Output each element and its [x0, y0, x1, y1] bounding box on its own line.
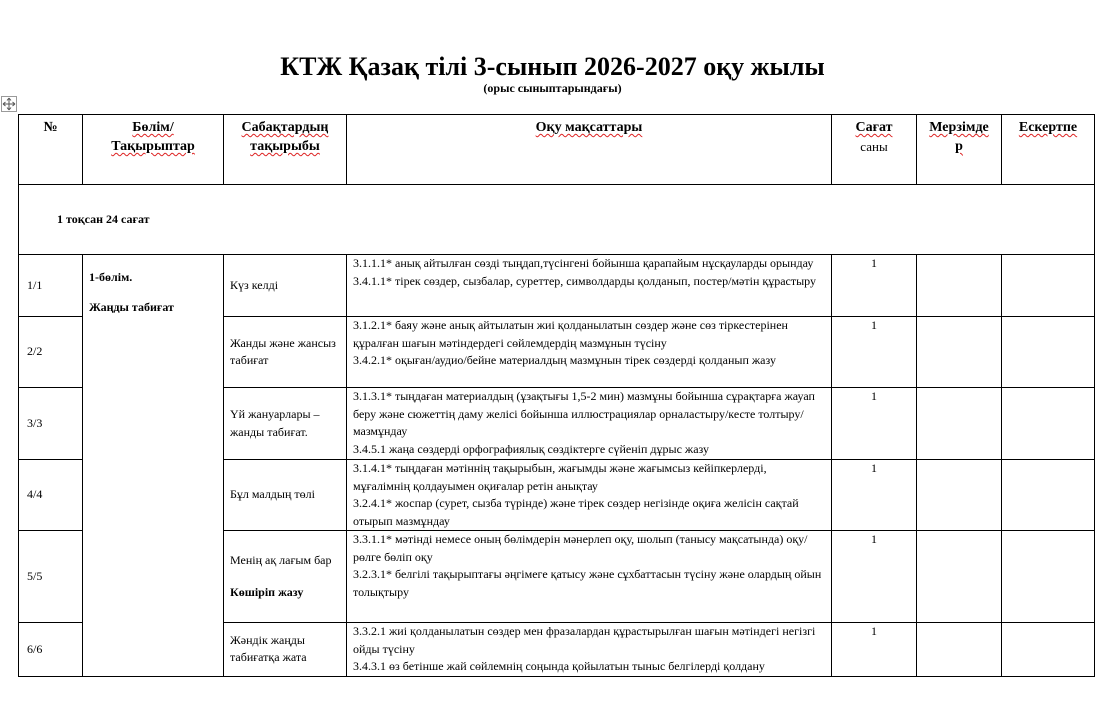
header-hours: Сағат саны: [832, 115, 917, 185]
hours-count: 1: [832, 388, 917, 460]
lesson-topic: Жәндік жаңды табиғатқа жата: [224, 623, 347, 677]
document-subtitle: (орыс сыныптарындағы): [483, 81, 622, 95]
row-number: 6/6: [19, 623, 83, 677]
table-move-handle-icon[interactable]: [1, 96, 17, 112]
header-section: Бөлім/ Тақырыптар: [83, 115, 224, 185]
note-cell: [1002, 460, 1095, 531]
curriculum-table: [18, 114, 1095, 677]
document-title: КТЖ Қазақ тілі 3-сынып 2026-2027 оқу жылы: [280, 52, 825, 81]
note-cell: [1002, 255, 1095, 317]
date-cell: [917, 531, 1002, 623]
section-title: 1-бөлім.: [89, 270, 133, 284]
date-cell: [917, 460, 1002, 531]
header-row: [19, 115, 1095, 185]
note-cell: [1002, 388, 1095, 460]
quarter-label: 1 тоқсан 24 сағат: [19, 185, 1095, 255]
lesson-topic: Үй жануарлары – жанды табиғат.: [224, 388, 347, 460]
table-row: [19, 255, 1095, 317]
lesson-topic-note: Көшіріп жазу: [230, 584, 304, 599]
learning-goals: 3.1.1.1* анық айтылған сөзді тыңдап,түсінгені бойынша қарапайым нұсқауларды орындау 3.4.1.1* тірек сөздер, сызбалар, суреттер, символдарды қолданып, постер/мәтін құрастыру: [347, 255, 832, 317]
hours-count: 1: [832, 623, 917, 677]
learning-goals: 3.3.2.1 жиі қолданылатын сөздер мен фразалардан құрастырылған шағын мәтіндегі негізгі ойды түсіну 3.4.3.1 өз бетінше жай сөйлемнің соңында қойылатын тыныс белгілерді қолдану: [347, 623, 832, 677]
learning-goals: 3.1.3.1* тыңдаған материалдың (ұзақтығы 1,5-2 мин) мазмұны бойынша сұрақтарға жауап беру және сюжеттің даму желісі бойынша иллюстрациялар орналастыру/кесте толтыру/мазмұндау 3.4.5.1 жаңа сөздерді орфографиялық сөздіктерге сүйеніп дұрыс жазу: [347, 388, 832, 460]
date-cell: [917, 255, 1002, 317]
learning-goals: 3.1.2.1* баяу және анық айтылатын жиі қолданылатын сөздер және сөз тіркестерінен құралған шағын мәтіндердегі сөйлемдердің мазмұнын түсіну 3.4.2.1* оқыған/аудио/бейне материалдың мазмұнын тірек сөздерді қолданып жазу: [347, 317, 832, 388]
date-cell: [917, 317, 1002, 388]
row-number: 5/5: [19, 531, 83, 623]
row-number: 1/1: [19, 255, 83, 317]
lesson-topic: Бұл малдың төлі: [224, 460, 347, 531]
note-cell: [1002, 317, 1095, 388]
row-number: 4/4: [19, 460, 83, 531]
hours-count: 1: [832, 317, 917, 388]
row-number: 2/2: [19, 317, 83, 388]
section-subtitle: Жаңды табиғат: [89, 299, 174, 314]
note-cell: [1002, 623, 1095, 677]
row-number: 3/3: [19, 388, 83, 460]
section-cell: [83, 255, 224, 677]
header-number: №: [19, 115, 83, 185]
header-date: Мерзімде р: [917, 115, 1002, 185]
header-learning-goals: Оқу мақсаттары: [347, 115, 832, 185]
note-cell: [1002, 531, 1095, 623]
hours-count: 1: [832, 460, 917, 531]
date-cell: [917, 623, 1002, 677]
hours-count: 1: [832, 531, 917, 623]
hours-count: 1: [832, 255, 917, 317]
learning-goals: 3.3.1.1* мәтінді немесе оның бөлімдерін мәнерлеп оқу, шолып (танысу мақсатында) оқу/рөлге бөліп оқу 3.2.3.1* белгілі тақырыптағы әңгімеге қатысу және сұхбаттасын түсіну және олардың ойын толықтыру: [347, 531, 832, 623]
lesson-topic: Күз келді: [224, 255, 347, 317]
date-cell: [917, 388, 1002, 460]
header-lesson-topic: Сабақтардың тақырыбы: [224, 115, 347, 185]
header-note: Ескертпе: [1002, 115, 1095, 185]
lesson-topic: Менің ақ лағым бар Көшіріп жазу: [224, 531, 347, 623]
learning-goals: 3.1.4.1* тыңдаған мәтіннің тақырыбын, жағымды және жағымсыз кейіпкерлерді, мұғалімнің қолдауымен оқиғалар ретін анықтау 3.2.4.1* жоспар (сурет, сызба түрінде) және тірек сөздер негізінде оқиға желісін сақтай отырып мазмұндау: [347, 460, 832, 531]
lesson-topic: Жанды және жансыз табиғат: [224, 317, 347, 388]
quarter-row: [19, 185, 1095, 255]
